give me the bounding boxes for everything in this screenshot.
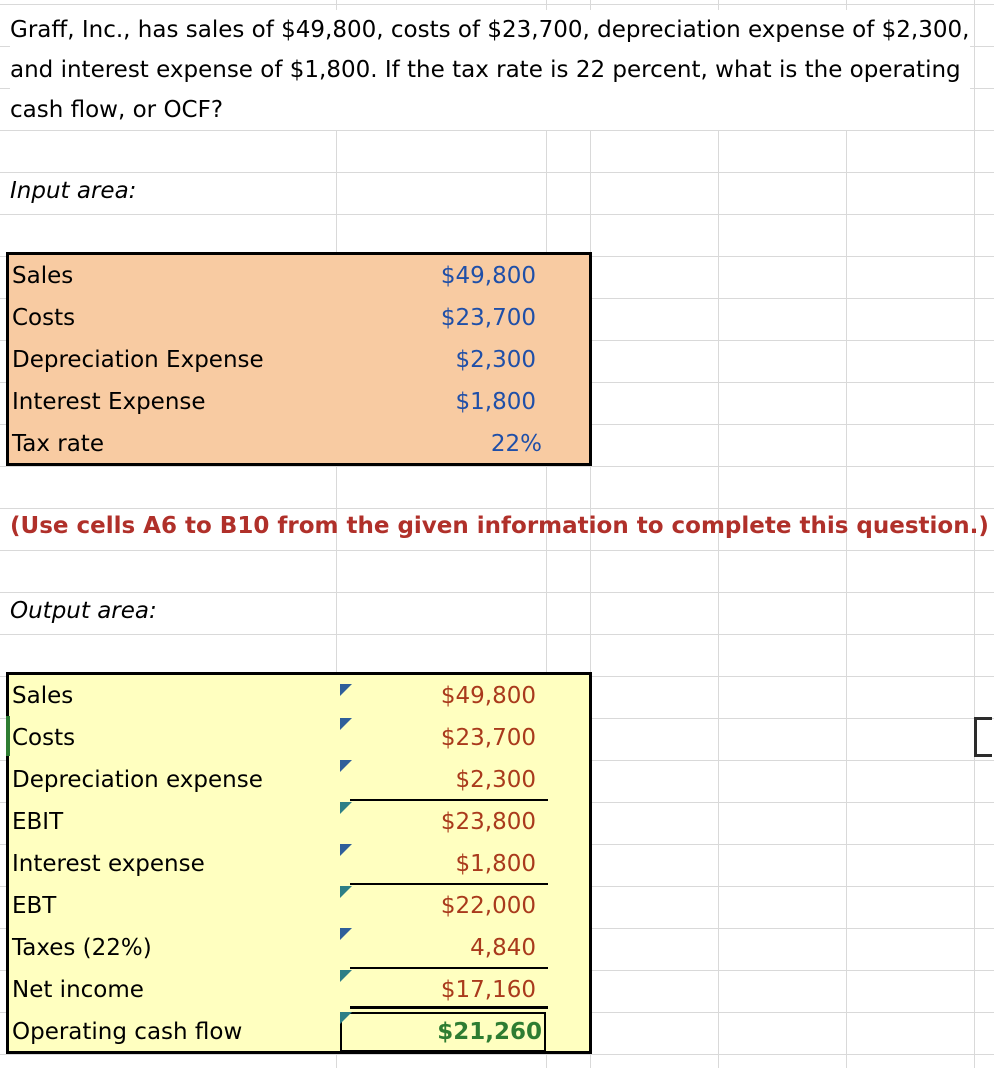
input-label-sales[interactable]: Sales (12, 263, 74, 289)
grid-row-line (0, 130, 994, 131)
input-value-tax-rate[interactable]: 22% (490, 431, 542, 457)
formula-indicator-icon (340, 970, 352, 982)
output-label-ebit[interactable]: EBIT (12, 809, 64, 835)
cell-selection-edge (6, 716, 10, 756)
formula-indicator-icon (340, 844, 352, 856)
formula-indicator-icon (340, 886, 352, 898)
output-label-interest[interactable]: Interest expense (12, 851, 205, 877)
output-value-costs[interactable]: $23,700 (440, 725, 536, 751)
output-value-taxes[interactable]: 4,840 (470, 935, 536, 961)
input-label-costs[interactable]: Costs (12, 305, 76, 331)
output-value-sales[interactable]: $49,800 (440, 683, 536, 709)
instruction-note: (Use cells A6 to B10 from the given information to complete this question.) (10, 513, 989, 539)
subtotal-underline (350, 799, 548, 801)
grid-row-line (0, 508, 994, 509)
formula-indicator-icon (340, 928, 352, 940)
grid-row-line (0, 634, 994, 635)
formula-indicator-icon (340, 718, 352, 730)
grid-row-line (0, 550, 994, 551)
input-label-depreciation[interactable]: Depreciation Expense (12, 347, 264, 373)
formula-indicator-icon (340, 1012, 352, 1024)
output-value-net-income[interactable]: $17,160 (440, 977, 536, 1003)
grid-row-line (0, 466, 994, 467)
output-label-sales[interactable]: Sales (12, 683, 74, 709)
grid-row-line (0, 4, 994, 5)
double-underline (350, 1006, 548, 1009)
output-value-ebt[interactable]: $22,000 (440, 893, 536, 919)
input-area-title: Input area: (10, 178, 137, 204)
formula-indicator-icon (340, 684, 352, 696)
formula-indicator-icon (340, 760, 352, 772)
question-text: Graff, Inc., has sales of $49,800, costs of $23,700, depreciation expense of $2,300, and interest expense of $1,800. If the tax rate is 22 percent, what is the operating cash flow, or OCF? (10, 10, 970, 130)
input-value-depreciation[interactable]: $2,300 (455, 347, 536, 373)
output-value-depreciation[interactable]: $2,300 (455, 767, 536, 793)
output-value-ebit[interactable]: $23,800 (440, 809, 536, 835)
output-value-interest[interactable]: $1,800 (455, 851, 536, 877)
subtotal-underline (350, 967, 548, 969)
output-label-ocf[interactable]: Operating cash flow (12, 1019, 243, 1045)
grid-row-line (0, 1054, 994, 1055)
input-label-tax-rate[interactable]: Tax rate (12, 431, 104, 457)
output-label-ebt[interactable]: EBT (12, 893, 57, 919)
subtotal-underline (350, 883, 548, 885)
output-area-title: Output area: (10, 598, 157, 624)
output-label-costs[interactable]: Costs (12, 725, 76, 751)
output-label-taxes[interactable]: Taxes (22%) (12, 935, 152, 961)
output-value-ocf[interactable]: $21,260 (437, 1019, 542, 1045)
grid-row-line (0, 172, 994, 173)
input-value-interest[interactable]: $1,800 (455, 389, 536, 415)
formula-indicator-icon (340, 802, 352, 814)
grid-row-line (0, 592, 994, 593)
input-label-interest[interactable]: Interest Expense (12, 389, 206, 415)
output-label-depreciation[interactable]: Depreciation expense (12, 767, 263, 793)
cell-selection-marker[interactable] (974, 717, 992, 757)
input-value-sales[interactable]: $49,800 (440, 263, 536, 289)
grid-row-line (0, 214, 994, 215)
input-value-costs[interactable]: $23,700 (440, 305, 536, 331)
output-label-net-income[interactable]: Net income (12, 977, 144, 1003)
